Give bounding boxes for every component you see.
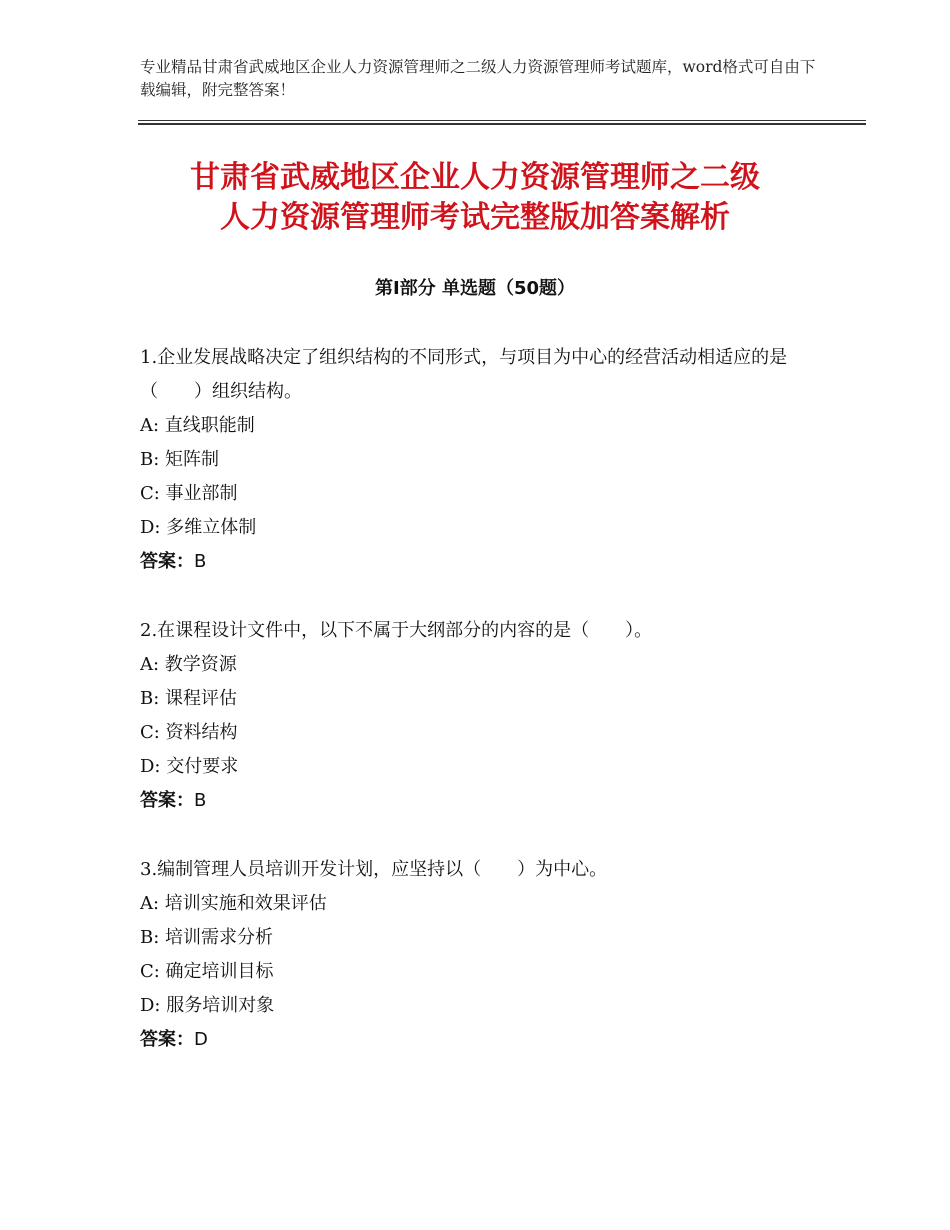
option-c: C: 确定培训目标 (140, 961, 274, 982)
question-2 (140, 614, 830, 818)
answer-line (140, 1023, 830, 1057)
option-d: D: 多维立体制 (140, 517, 257, 538)
answer-value: D (194, 1029, 208, 1050)
option-c: C: 资料结构 (140, 722, 238, 743)
answer-value: B (194, 551, 207, 572)
question-1 (140, 341, 830, 579)
option-c: C: 事业部制 (140, 483, 238, 504)
option-b: B: 培训需求分析 (140, 927, 274, 948)
document-title-line-1: 甘肃省武威地区企业人力资源管理师之二级 (190, 160, 760, 195)
answer-label: 答案： (140, 790, 194, 811)
header-divider-thick (138, 123, 866, 125)
answer-line (140, 545, 830, 579)
question-stem: 2.在课程设计文件中，以下不属于大纲部分的内容的是（ ）。 (140, 620, 653, 641)
header-divider-thin (138, 120, 866, 121)
question-stem: 1.企业发展战略决定了组织结构的不同形式，与项目为中心的经营活动相适应的是（ ）组织结构。 (140, 347, 788, 402)
option-a: A: 培训实施和效果评估 (140, 893, 327, 914)
answer-line (140, 784, 830, 818)
option-b: B: 矩阵制 (140, 449, 220, 470)
answer-label: 答案： (140, 551, 194, 572)
section-heading: 第Ⅰ部分 单选题（50题） (374, 278, 575, 299)
header-note: 专业精品甘肃省武威地区企业人力资源管理师之二级人力资源管理师考试题库，word格式可自由下载编辑，附完整答案！ (140, 58, 816, 99)
option-a: A: 教学资源 (140, 654, 237, 675)
option-d: D: 交付要求 (140, 756, 239, 777)
question-3 (140, 853, 830, 1057)
document-title (0, 158, 950, 238)
question-stem: 3.编制管理人员培训开发计划，应坚持以（ ）为中心。 (140, 859, 608, 880)
answer-value: B (194, 790, 207, 811)
option-b: B: 课程评估 (140, 688, 238, 709)
document-title-line-2: 人力资源管理师考试完整版加答案解析 (220, 200, 730, 235)
answer-label: 答案： (140, 1029, 194, 1050)
option-a: A: 直线职能制 (140, 415, 255, 436)
option-d: D: 服务培训对象 (140, 995, 275, 1016)
